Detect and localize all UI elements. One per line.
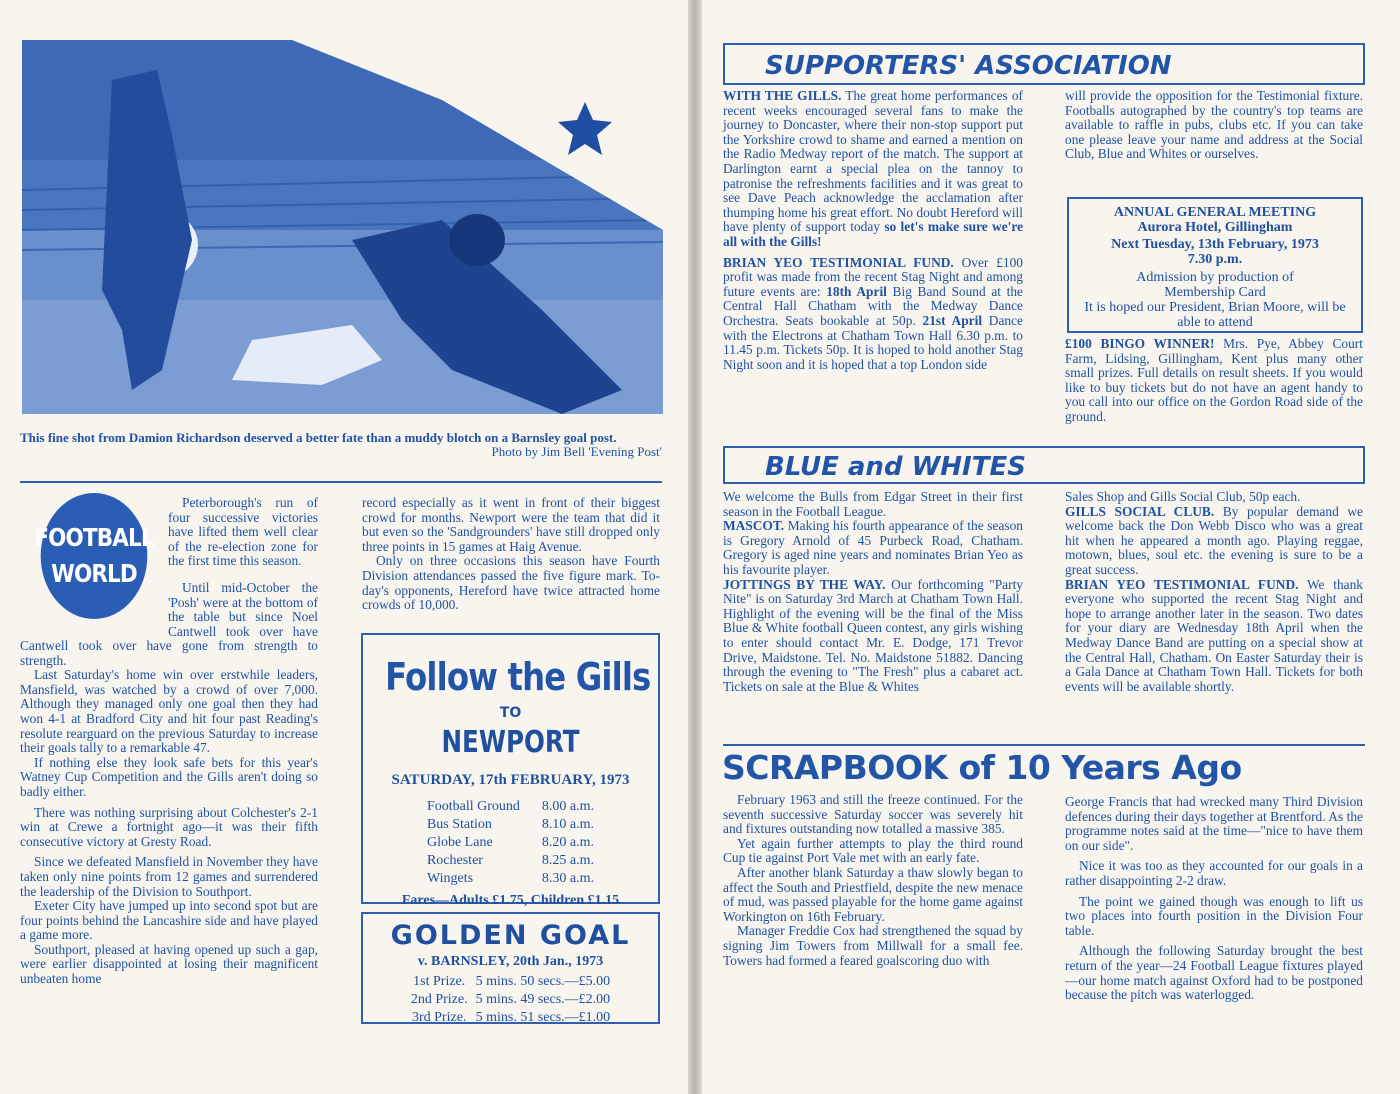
- football-action-photo: [22, 40, 663, 414]
- scrapbook-para: Although the following Saturday brought the best return of the year—24 Football League fixtures played—our home match against Oxford had to be postponed because the pitch was waterlogged.: [1065, 943, 1363, 1003]
- para-bold-end: so let's make sure we're all with the Gills!: [723, 219, 1024, 249]
- golden-goal-box: [361, 912, 660, 1024]
- prize-time: 5 mins. 49 secs.—£2.00: [475, 992, 611, 1007]
- supporters-title: SUPPORTERS' ASSOCIATION: [765, 51, 1172, 81]
- football-world-col1: [20, 639, 318, 1025]
- football-world-intro2-top: [168, 581, 318, 639]
- schedule-row: [425, 799, 596, 815]
- schedule-place: Wingets: [426, 871, 474, 886]
- prize-row: [408, 1010, 613, 1026]
- bw-para: We welcome the Bulls from Edgar Street in their first season in the Football League.: [723, 489, 1023, 519]
- para-text: Over £100 profit was made from the recent Stag Night and among future events are:: [723, 254, 1024, 299]
- supporters-para: will provide the opposition for the Testimonial fixture. Footballs autographed by the country's top teams are available to raffle in pubs, clubs etc. If you can take one please leave your name and address at the Social Club, Blue and Whites or ourselves.: [1065, 88, 1363, 162]
- agm-venue: Aurora Hotel, Gillingham: [1137, 220, 1293, 235]
- schedule-row: [425, 817, 596, 833]
- section-rule: [723, 744, 1365, 746]
- para-text: Big Band Sound at the Central Hall Chatham with the Medway Dance Orchestra. Seats bookable at 50p.: [723, 283, 1023, 328]
- supporters-para-gills: [723, 89, 1023, 250]
- schedule-time: 8.10 a.m.: [541, 817, 595, 832]
- bw-fund-para: [1065, 578, 1363, 695]
- badge-line2: WORLD: [51, 559, 137, 588]
- para-text: The great home performances of recent weeks encouraged several fans to make the journey to Doncaster, where their non-stop support put the Yorkshire crowd to shame and earned a mention on the Radio Medway report of the match. The support at Darlington earnt a special plea on the tannoy to patronise the refreshments facilities and it was great to see Dave Peach acknowledge the acclamation after thumping home his great effort. No doubt Hereford will have plenty of support today: [723, 88, 1023, 235]
- supporters-banner: [723, 43, 1365, 85]
- bw-mascot-para: [723, 519, 1023, 577]
- agm-admission: Admission by production of Membership Card: [1136, 270, 1294, 300]
- section-rule: [20, 481, 662, 483]
- prize-time: 5 mins. 50 secs.—£5.00: [475, 974, 611, 989]
- para-date: 21st April: [922, 312, 983, 328]
- supporters-para-fund: [723, 256, 1023, 373]
- fw-para: Last Saturday's home win over erstwhile leaders, Mansfield, was watched by a crowd of over 7,000. Although they managed only one goal then they had won 4-1 at Bradford City and hit four past Reading's resolute rearguard on the previous Saturday to increase their goals tally to a remarkable 47.: [20, 667, 318, 756]
- supporters-col1: [723, 89, 1023, 372]
- schedule-time: 8.30 a.m.: [541, 871, 595, 886]
- schedule-time: 8.25 a.m.: [541, 853, 595, 868]
- golden-goal-subtitle: v. BARNSLEY, 20th Jan., 1973: [417, 954, 604, 969]
- para-lead: JOTTINGS BY THE WAY.: [723, 576, 886, 592]
- prize-label: 3rd Prize.: [411, 1010, 467, 1025]
- para-text: By popular demand we welcome back the Don Webb Disco who was a great hit when he appeared a month ago. Playing reggae, motown, blues, soul etc. the evening is sure to be a great success.: [1065, 503, 1363, 577]
- badge-line1: FOOTBALL: [34, 523, 154, 552]
- football-world-badge: [34, 493, 154, 619]
- photo-credit: Photo by Jim Bell 'Evening Post': [491, 444, 662, 459]
- scrapbook-para: Yet again further attempts to play the third round Cup tie against Port Vale met with an early fate.: [723, 835, 1023, 866]
- follow-gills-title: Follow the Gills: [385, 655, 651, 699]
- fw-para: Only on three occasions this season have Fourth Division attendances passed the five figure mark. To-day's opponents, Hereford have twice attracted home crowds of 10,000.: [362, 553, 660, 613]
- fw-para: Exeter City have jumped up into second spot but are four points behind the Lancashire side and have played a game more.: [20, 898, 318, 943]
- para-text: Making his fourth appearance of the season is Gregory Arnold of 45 Purbeck Road, Chatham. Gregory is aged nine years and nominates Brian Yeo as his favourite player.: [723, 518, 1023, 577]
- pickup-schedule: [423, 797, 598, 889]
- prize-label: 1st Prize.: [413, 974, 466, 989]
- para-lead: MASCOT.: [723, 518, 785, 534]
- agm-date: Next Tuesday, 13th February, 1973: [1111, 237, 1319, 252]
- supporters-col2: [1065, 89, 1363, 162]
- fw-col1-lead: Cantwell took over have gone from strength to strength.: [20, 639, 318, 668]
- scrapbook-para: George Francis that had wrecked many Third Division defences during their days together at Brentford. As the programme notes said at the time—"nice to have them on our side".: [1065, 794, 1363, 853]
- bingo-para: [1065, 337, 1363, 425]
- blue-whites-banner: [723, 446, 1365, 484]
- fw-intro2-para: Until mid-October the 'Posh' were at the bottom of the table but since Noel Cantwell took over have: [168, 581, 318, 639]
- para-text: Mrs. Pye, Abbey Court Farm, Lidsing, Gillingham, Kent plus many other small prizes. Full details on result sheets. If you would like to buy tickets but do not have an agent handy to you call into our office on the Gordon Road side of the ground.: [1065, 336, 1363, 424]
- prize-label: 2nd Prize.: [410, 992, 468, 1007]
- bw-jottings-para: [723, 578, 1023, 695]
- follow-gills-destination: NEWPORT: [441, 725, 580, 760]
- follow-gills-to: TO: [499, 705, 522, 721]
- bw-social-para: [1065, 505, 1363, 578]
- follow-gills-date: SATURDAY, 17th FEBRUARY, 1973: [391, 772, 630, 788]
- para-text: We thank everyone who supported the recent Stag Night and hope to arrange another later in the season. Two dates for your diary are Wednesday 18th April when the Medway Dance Band are putting on a special show at the Central Hall, Chatham. On Easter Saturday their is a Gala Dance at Chatham Town Hall. Tickets for both events will be available shortly.: [1065, 576, 1364, 694]
- schedule-time: 8.20 a.m.: [541, 835, 595, 850]
- football-world-col2: [362, 496, 660, 613]
- schedule-row: [425, 871, 596, 887]
- fw-para: record especially as it went in front of their biggest crowd for months. Newport were the team that did it but even so the 'Sandgrounders' have still dropped only three points in 15 games at Haig Avenue.: [362, 495, 660, 554]
- para-date: 18th April: [826, 283, 887, 299]
- golden-goal-title: GOLDEN GOAL: [390, 920, 631, 951]
- blue-whites-title: BLUE and WHITES: [765, 452, 1026, 482]
- scrapbook-para: Nice it was too as they accounted for our goals in a rather disappointing 2-2 draw.: [1065, 858, 1363, 888]
- fares: Fares—Adults £1.75, Children £1.15: [401, 893, 620, 908]
- page-gutter: [688, 0, 702, 1094]
- para-text: Our forthcoming "Party Nite" is on Saturday 3rd March at Chatham Town Hall. Highlight of the evening will be the final of the Miss Blue & White football Queen contest, any girls wishing to enter should contact Mr. E. Dodge, 171 Trevor Drive, Maidstone. Tel. No. Maidstone 51882. Dancing through the evening to "The Fresh" plus a cabaret act. Tickets on sale at the Blue & Whites: [723, 576, 1023, 694]
- fw-para: Southport, pleased at having opened up such a gap, were earlier disappointed at losing their magnificent unbeaten home: [20, 941, 318, 987]
- schedule-place: Rochester: [426, 853, 483, 868]
- para-lead: GILLS SOCIAL CLUB.: [1065, 503, 1215, 519]
- scrapbook-para: After another blank Saturday a thaw slowly began to affect the South and Priestfield, despite the new menace of mud, was passed playable for the home game against Workington on 16th February.: [723, 864, 1023, 924]
- scrapbook-para: The point we gained though was enough to lift us two places into fourth position in the Division Four table.: [1065, 893, 1363, 938]
- scrapbook-col2: [1065, 795, 1363, 1003]
- scrapbook-para: February 1963 and still the freeze continued. For the seventh successive Saturday soccer was severely hit and fixtures outstanding now totalled a massive 385.: [723, 792, 1023, 837]
- agm-hope: It is hoped our President, Brian Moore, will be able to attend: [1084, 300, 1346, 330]
- follow-gills-box: [361, 633, 660, 908]
- schedule-row: [425, 835, 596, 851]
- fw-para: If nothing else they look safe bets for this year's Watney Cup Competition and the Gills aren't doing so badly either.: [20, 754, 318, 799]
- agm-box: [1067, 197, 1363, 333]
- bw-para: Sales Shop and Gills Social Club, 50p each.: [1065, 489, 1301, 504]
- football-world-intro: [168, 496, 318, 569]
- schedule-time: 8.00 a.m.: [541, 799, 595, 814]
- blue-whites-col1: [723, 490, 1023, 694]
- blue-whites-col2: [1065, 490, 1363, 694]
- fw-para: Since we defeated Mansfield in November they have taken only nine points from 12 games and surrendered the leadership of the Division to Southport.: [20, 854, 318, 899]
- para-text: Dance with the Electrons at Chatham Town Hall 6.30 p.m. to 11.45 p.m. Tickets 50p. It is hoped to hold another Stag Night soon and it is hoped that a top London side: [723, 312, 1023, 372]
- scrapbook-title: SCRAPBOOK of 10 Years Ago: [722, 748, 1242, 787]
- schedule-place: Football Ground: [426, 799, 520, 814]
- schedule-place: Bus Station: [426, 817, 492, 832]
- fw-para: There was nothing surprising about Colchester's 2-1 win at Crewe a fortnight ago—it was their fifth consecutive victory at Gresty Road.: [20, 804, 318, 849]
- prize-time: 5 mins. 51 secs.—£1.00: [475, 1010, 611, 1025]
- schedule-row: [425, 853, 596, 869]
- para-lead: BRIAN YEO TESTIMONIAL FUND.: [723, 254, 954, 270]
- prize-row: [408, 974, 613, 990]
- caption-text: This fine shot from Damion Richardson deserved a better fate than a muddy blotch on a Barnsley goal post.: [20, 430, 617, 445]
- scrapbook-para: Manager Freddie Cox had strengthened the squad by signing Jim Towers from Millwall for a small fee. Towers had formed a feared goalscoring duo with: [723, 923, 1023, 968]
- para-lead: BRIAN YEO TESTIMONIAL FUND.: [1065, 576, 1299, 592]
- fw-intro-para: Peterborough's run of four successive victories have lifted them well clear of the re-election zone for the first time this season.: [168, 495, 318, 569]
- para-lead: £100 BINGO WINNER!: [1065, 336, 1215, 351]
- photo-caption: [20, 431, 662, 459]
- schedule-place: Globe Lane: [426, 835, 493, 850]
- scrapbook-col1: [723, 793, 1023, 968]
- prize-table: [406, 972, 615, 1028]
- prize-row: [408, 992, 613, 1008]
- agm-time: 7.30 p.m.: [1187, 252, 1243, 267]
- agm-title: ANNUAL GENERAL MEETING: [1113, 205, 1317, 220]
- para-lead: WITH THE GILLS.: [723, 88, 842, 103]
- photo-illustration: [22, 40, 663, 414]
